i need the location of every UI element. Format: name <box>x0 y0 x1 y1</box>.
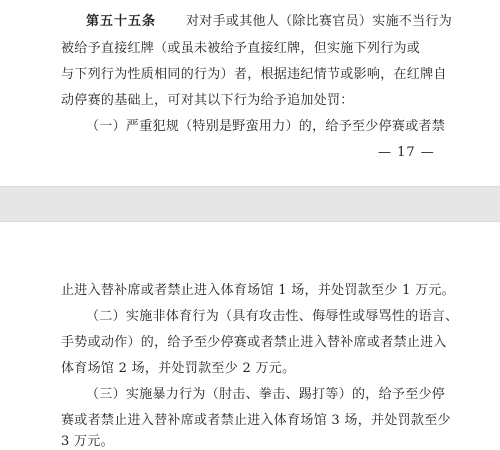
paragraph-line: 手势或动作）的，给予至少停赛或者禁止进入替补席或者禁止进入 <box>61 335 447 350</box>
paragraph-line: （二）实施非体育行为（具有攻击性、侮辱性或辱骂性的语言、 <box>86 309 459 324</box>
paragraph-line: 体育场馆 2 场，并处罚款至少 2 万元。 <box>61 361 296 376</box>
page-number: — 17 — <box>378 145 435 160</box>
paragraph-line: 对对手或其他人（除比赛官员）实施不当行为 <box>186 14 453 29</box>
paragraph-line: 与下列行为性质相同的行为）者，根据违纪情节或影响，在红牌自 <box>61 67 447 82</box>
article-title: 第五十五条 <box>86 14 157 29</box>
paragraph-line: （三）实施暴力行为（肘击、拳击、踢打等）的，给予至少停 <box>86 387 446 402</box>
paragraph-line: 被给予直接红牌（或虽未被给予直接红牌，但实施下列行为或 <box>61 41 421 56</box>
paragraph-line: 赛或者禁止进入替补席或者禁止进入体育场馆 3 场，并处罚款至少 <box>61 413 451 428</box>
paragraph-line: 动停赛的基础上，可对其以下行为给予追加处罚： <box>61 93 354 108</box>
document-page-upper <box>0 0 500 186</box>
page-separator <box>0 186 500 222</box>
paragraph-line: 3 万元。 <box>61 434 114 449</box>
document-page-lower <box>0 222 500 449</box>
paragraph-line: 止进入替补席或者禁止进入体育场馆 1 场，并处罚款至少 1 万元。 <box>61 283 455 298</box>
paragraph-line: （一）严重犯规（特别是野蛮用力）的，给予至少停赛或者禁 <box>86 119 446 134</box>
